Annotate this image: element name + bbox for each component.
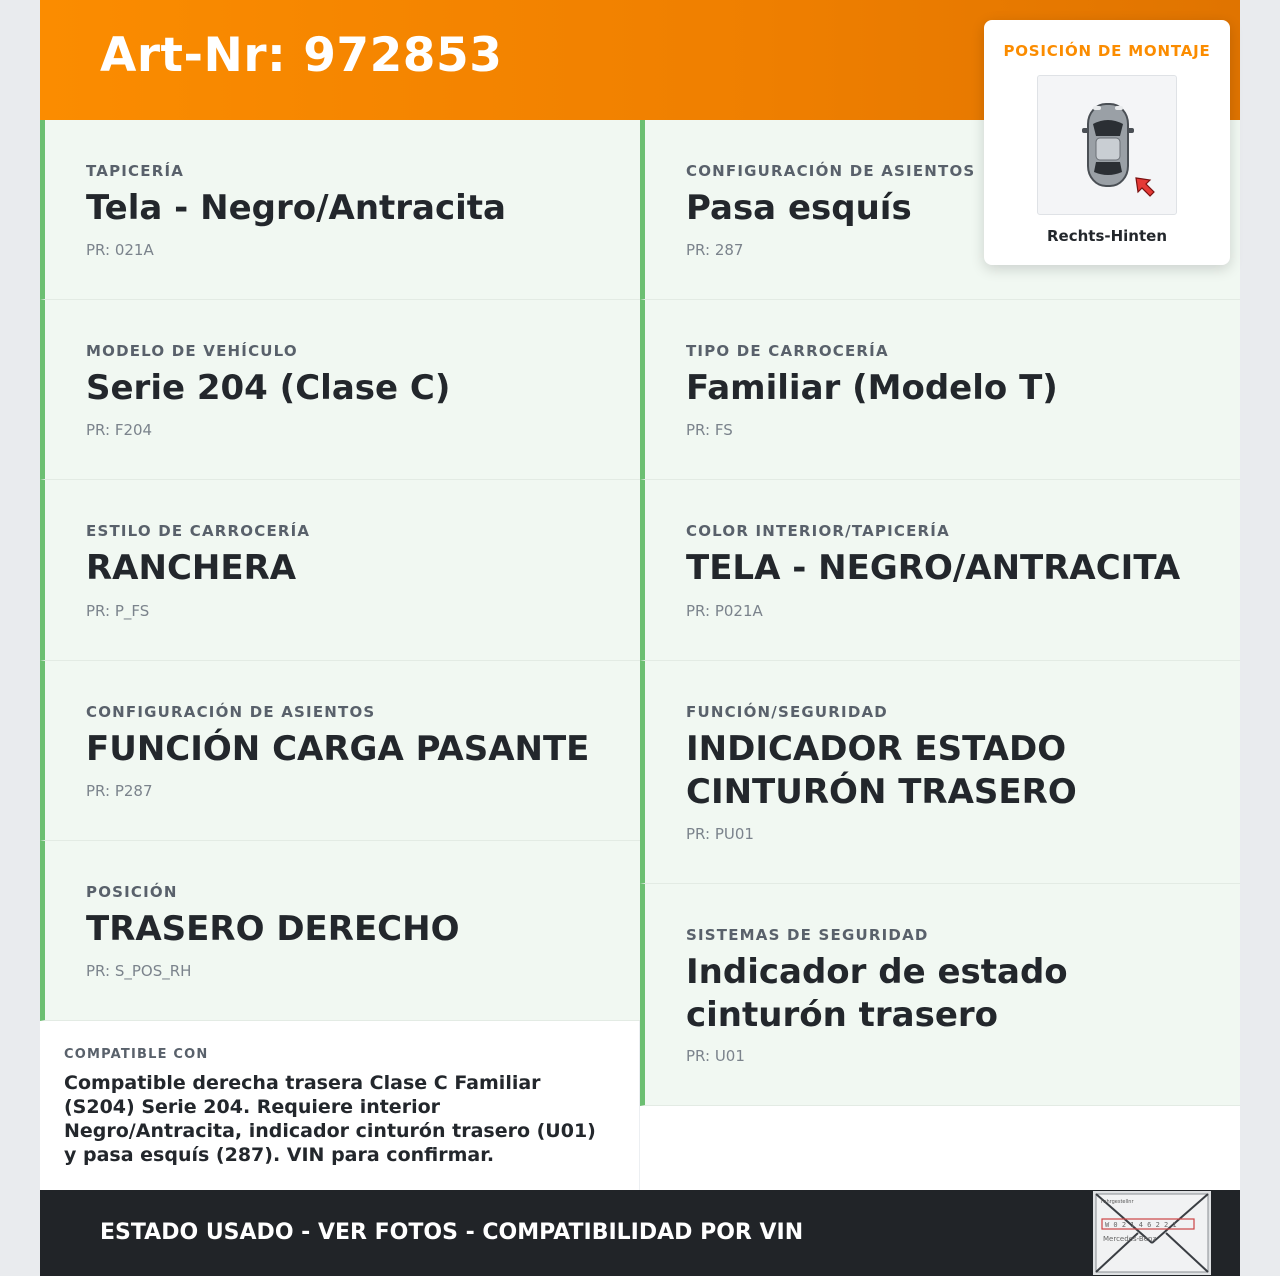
stamp-text-brand: Mercedes-Benz xyxy=(1103,1235,1157,1243)
spec-label: SISTEMAS DE SEGURIDAD xyxy=(686,926,929,944)
mount-position-title: POSICIÓN DE MONTAJE xyxy=(1003,42,1211,60)
spec-card-position xyxy=(40,841,640,1021)
spec-code: PR: U01 xyxy=(686,1047,745,1065)
footer-bar xyxy=(40,1190,1240,1276)
spec-code: PR: S_POS_RH xyxy=(86,962,192,980)
footer-condition-text: ESTADO USADO - VER FOTOS - COMPATIBILIDAD POR VIN xyxy=(100,1220,804,1245)
compatibility-text: Compatible derecha trasera Clase C Familiar (S204) Serie 204. Requiere interior Negro/Antracita, indicador cinturón trasero (U01) y pasa esquís (287). VIN para confirmar. xyxy=(64,1072,596,1166)
spec-label: FUNCIÓN/SEGURIDAD xyxy=(686,703,888,721)
spec-card-body-style xyxy=(40,480,640,661)
spec-value: INDICADOR ESTADO CINTURÓN TRASERO xyxy=(686,729,1077,812)
spec-value: TELA - NEGRO/ANTRACITA xyxy=(686,548,1181,588)
spec-code: PR: F204 xyxy=(86,421,153,439)
spec-card-vehicle-model xyxy=(40,300,640,480)
spec-label: ESTILO DE CARROCERÍA xyxy=(86,522,311,540)
mount-position-label: Rechts-Hinten xyxy=(1046,227,1167,245)
compatibility-section xyxy=(40,1021,640,1190)
spec-value: TRASERO DERECHO xyxy=(86,909,460,949)
spec-code: PR: P_FS xyxy=(86,602,150,620)
spec-card-function-safety xyxy=(640,661,1240,884)
spec-value: RANCHERA xyxy=(86,548,297,588)
spec-code: PR: P287 xyxy=(86,782,153,800)
spec-label: CONFIGURACIÓN DE ASIENTOS xyxy=(86,703,376,721)
spec-code: PR: FS xyxy=(686,421,733,439)
compatibility-label: COMPATIBLE CON xyxy=(64,1047,209,1062)
spec-label: POSICIÓN xyxy=(86,883,178,901)
spec-value: Indicador de estado cinturón trasero xyxy=(686,952,1068,1035)
spec-label: CONFIGURACIÓN DE ASIENTOS xyxy=(686,162,976,180)
spec-value: FUNCIÓN CARGA PASANTE xyxy=(86,729,590,769)
spec-code: PR: PU01 xyxy=(686,825,754,843)
spec-value: Familiar (Modelo T) xyxy=(686,368,1058,408)
spec-card-safety-systems xyxy=(640,884,1240,1106)
stamp-text-vin: W 0 2 1 4 6 2 2 1 xyxy=(1105,1221,1177,1229)
spec-card-seat-config-load xyxy=(40,661,640,841)
spec-label: MODELO DE VEHÍCULO xyxy=(86,342,298,360)
product-sheet xyxy=(40,0,1240,1276)
spec-code: PR: 021A xyxy=(86,241,154,259)
spec-label: TIPO DE CARROCERÍA xyxy=(686,342,889,360)
mount-position-panel xyxy=(984,20,1230,265)
rear-right-arrow-icon xyxy=(1136,178,1154,196)
spec-label: TAPICERÍA xyxy=(86,162,185,180)
spec-value: Tela - Negro/Antracita xyxy=(86,188,507,228)
stamp-text-vin-label: Fahrgestellnr xyxy=(1101,1199,1134,1205)
mount-position-image xyxy=(1037,75,1177,215)
envelope-stamp-icon xyxy=(1093,1191,1211,1275)
spec-value: Serie 204 (Clase C) xyxy=(86,368,451,408)
spec-label: COLOR INTERIOR/TAPICERÍA xyxy=(686,522,950,540)
spec-code: PR: 287 xyxy=(686,241,744,259)
spec-card-body-type xyxy=(640,300,1240,480)
spec-card-interior-color xyxy=(640,480,1240,661)
spec-card-upholstery xyxy=(40,120,640,300)
spec-code: PR: P021A xyxy=(686,602,763,620)
article-number-title: Art-Nr: 972853 xyxy=(100,28,503,83)
spec-value: Pasa esquís xyxy=(686,188,912,228)
car-top-view-icon xyxy=(1038,76,1178,216)
